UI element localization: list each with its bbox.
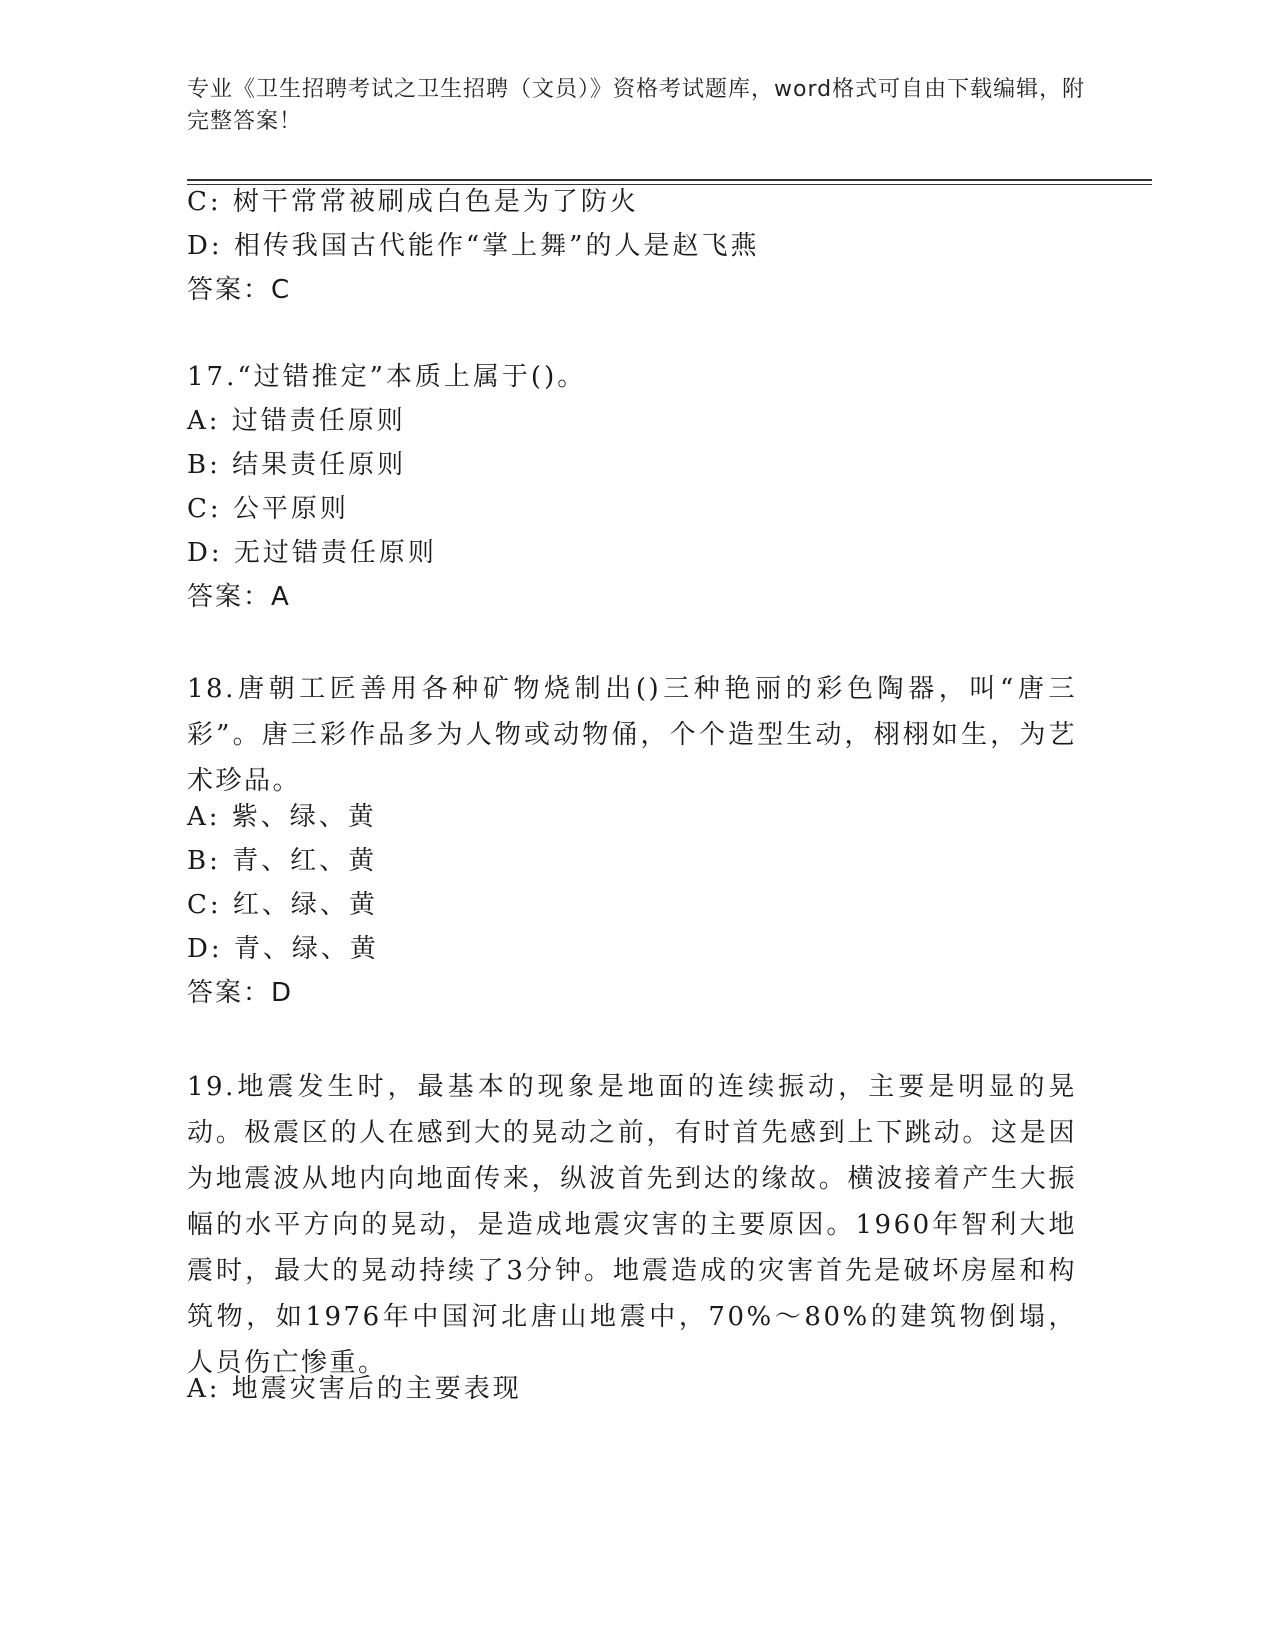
q17-stem: 17.“过错推定”本质上属于()。 — [187, 362, 587, 392]
q19-stem: 19.地震发生时，最基本的现象是地面的连续振动，主要是明显的晃动。极震区的人在感到大的晃动之前，有时首先感到上下跳动。这是因为地震波从地内向地面传来，纵波首先到达的缘故。横波接着产生大振幅的水平方向的晃动，是造成地震灾害的主要原因。1960年智利大地震时，最大的晃动持续了3分钟。地震造成的灾害首先是破坏房屋和构筑物，如1976年中国河北唐山地震中，70%～80%的建筑物倒塌，人员伤亡惨重。 — [187, 1072, 1077, 1378]
q18-option-c: C: 红、绿、黄 — [187, 890, 378, 920]
header-divider-thick — [187, 179, 1152, 181]
q18-option-a: A: 紫、绿、黄 — [187, 802, 377, 832]
q17-option-a: A: 过错责任原则 — [187, 406, 406, 436]
q16-answer: 答案：C — [187, 275, 292, 305]
q17-answer: 答案：A — [187, 582, 291, 612]
q18-answer: 答案：D — [187, 978, 294, 1008]
q17-option-d: D: 无过错责任原则 — [187, 538, 437, 568]
q18-stem: 18.唐朝工匠善用各种矿物烧制出()三种艳丽的彩色陶器，叫“唐三彩”。唐三彩作品多为人物或动物俑，个个造型生动，栩栩如生，为艺术珍品。 — [187, 674, 1077, 796]
q17-option-b: B: 结果责任原则 — [187, 450, 407, 480]
q18-option-d: D: 青、绿、黄 — [187, 934, 379, 964]
q16-option-c: C: 树干常常被刷成白色是为了防火 — [187, 187, 639, 217]
document-header: 专业《卫生招聘考试之卫生招聘（文员）》资格考试题库，word格式可自由下载编辑，附完整答案！ — [187, 77, 1086, 134]
q16-option-d: D: 相传我国古代能作“掌上舞”的人是赵飞燕 — [187, 231, 760, 261]
q19-option-a: A: 地震灾害后的主要表现 — [187, 1374, 522, 1404]
q18-option-b: B: 青、红、黄 — [187, 846, 378, 876]
q17-option-c: C: 公平原则 — [187, 494, 349, 524]
